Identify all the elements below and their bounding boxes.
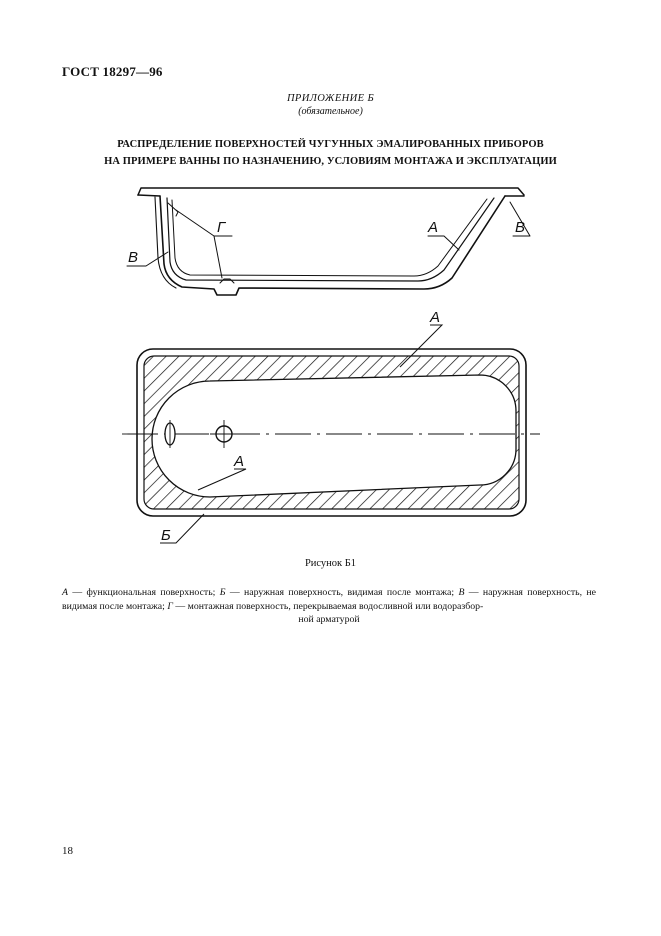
legend-a-text: — функциональная поверхность;: [67, 587, 220, 598]
bathtub-top-view: [122, 325, 540, 543]
legend-g-letter: Г: [167, 600, 173, 612]
legend-a-letter: А: [62, 587, 68, 598]
label-side-V-right: В: [515, 219, 526, 236]
label-top-B: Б: [161, 527, 171, 544]
label-top-A-lower: А: [234, 453, 245, 470]
label-side-V-left: В: [128, 249, 139, 266]
label-top-A-upper: А: [430, 309, 441, 326]
legend-v-text: — наружная поверхность, не видимая после монтажа;: [62, 587, 596, 612]
legend-b-letter: Б: [219, 587, 226, 598]
figure-legend: [62, 586, 596, 627]
label-side-G: Г: [217, 219, 226, 236]
figure-title-line-1: РАСПРЕДЕЛЕНИЕ ПОВЕРХНОСТЕЙ ЧУГУННЫХ ЭМАЛИРОВАННЫХ ПРИБОРОВ: [117, 139, 544, 150]
legend-g-text: — монтажная поверхность, перекрываемая водосливной или водоразбор-: [172, 600, 484, 612]
legend-b-text: — наружная поверхность, видимая после монтажа;: [225, 587, 459, 598]
bathtub-side-section: [127, 188, 530, 295]
figure-caption: Рисунок Б1: [304, 558, 357, 569]
document-code: ГОСТ 18297—96: [62, 64, 163, 79]
legend-v-letter: В: [458, 587, 465, 598]
page-number: 18: [62, 845, 73, 857]
figure-title-line-2: НА ПРИМЕРЕ ВАННЫ ПО НАЗНАЧЕНИЮ, УСЛОВИЯМ МОНТАЖА И ЭКСПЛУАТАЦИИ: [104, 156, 557, 167]
label-side-A: А: [428, 219, 439, 236]
legend-last-line: ной арматурой: [298, 614, 360, 625]
appendix-title: ПРИЛОЖЕНИЕ Б: [286, 93, 375, 104]
appendix-status: (обязательное): [298, 106, 363, 117]
